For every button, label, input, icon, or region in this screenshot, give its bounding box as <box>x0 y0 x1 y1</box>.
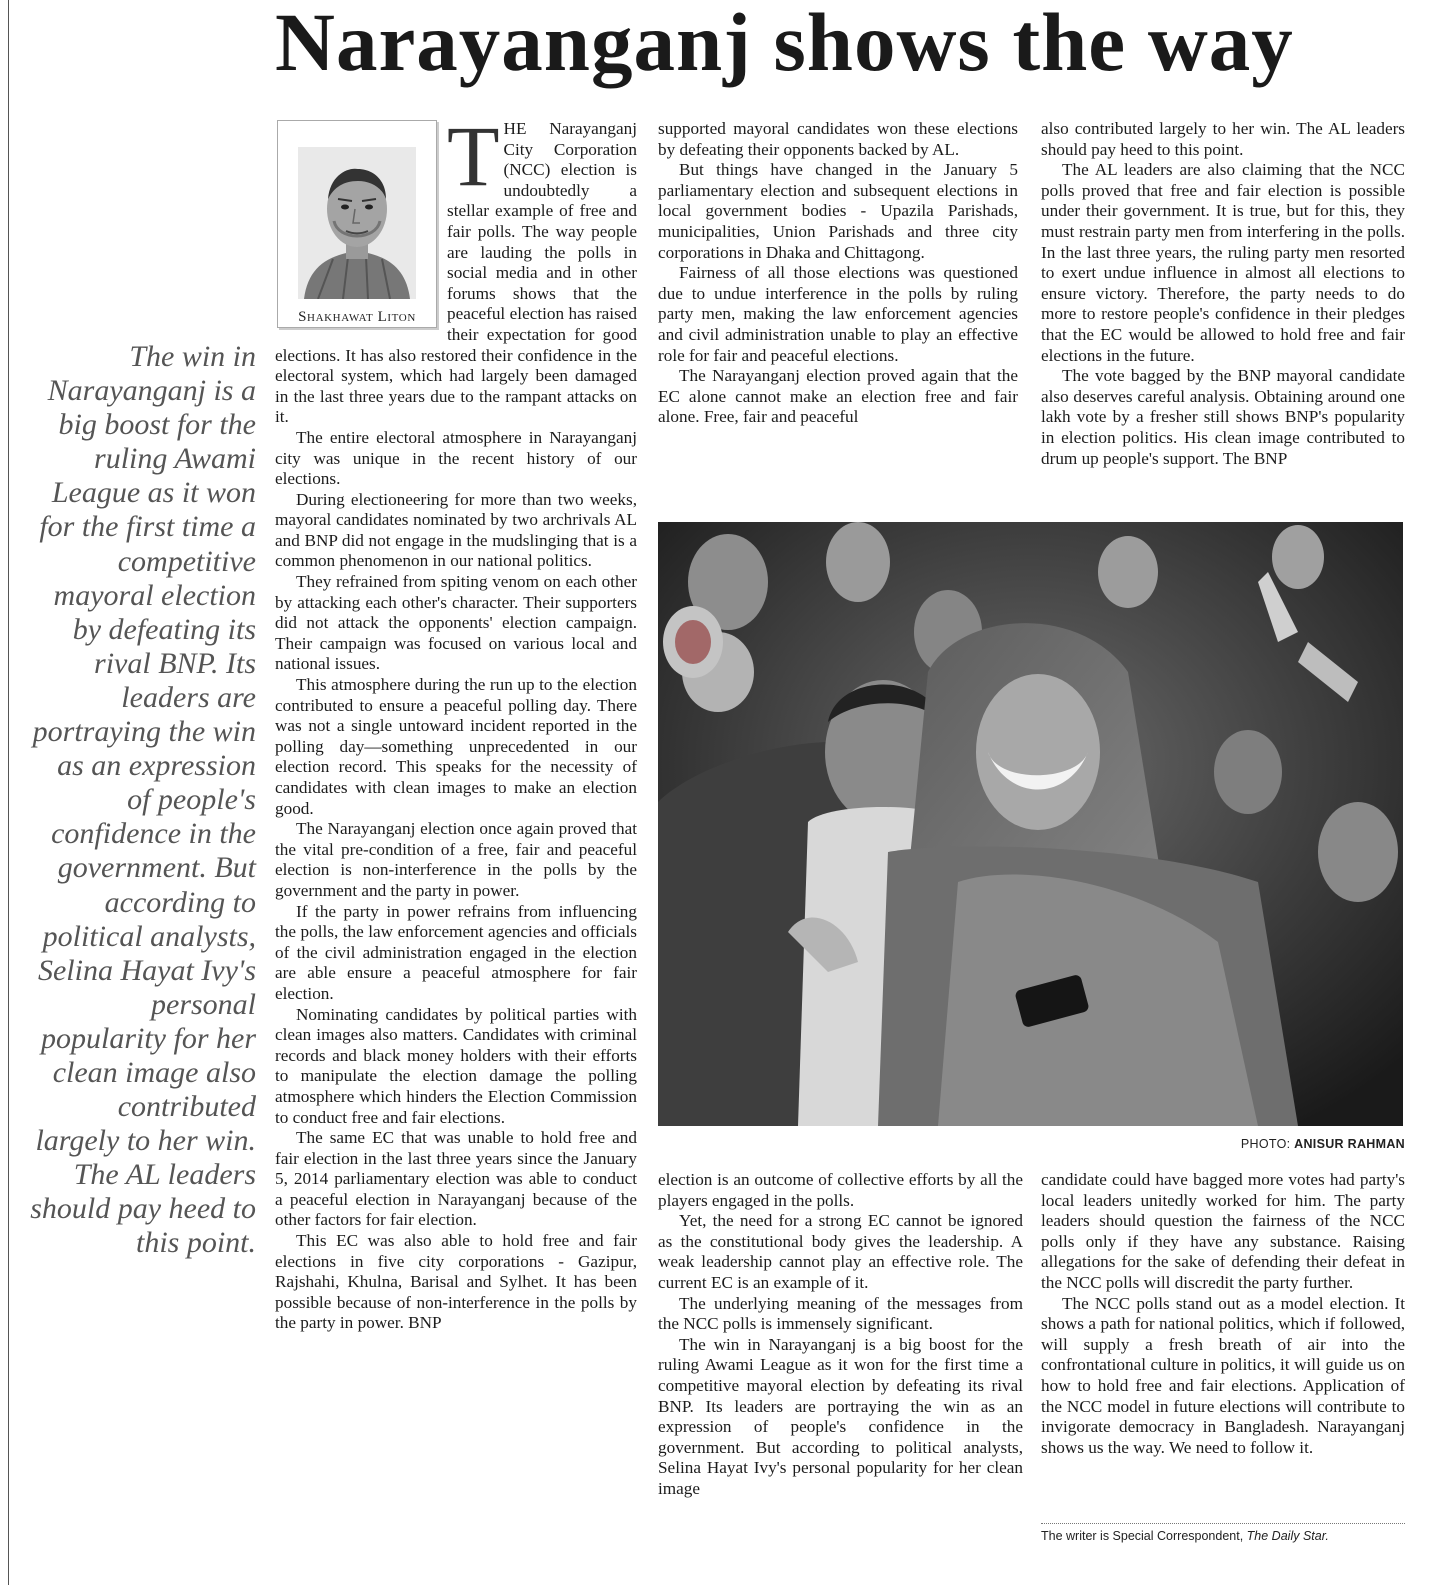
pull-quote: The win in Narayanganj is a big boost for the ruling Awami League as it won for the first time a competitive mayoral election by defeating its rival BNP. Its leaders are portraying the win as an expression of people's confidence in the government. But according to political analysts, Selina Hayat Ivy's personal popularity for her clean image also contributed largely to her win. The AL leaders should pay heed to this point. <box>30 340 256 1260</box>
writer-note-publication: The Daily Star. <box>1246 1529 1329 1543</box>
paragraph: The NCC polls stand out as a model election. It shows a path for national politics, which if followed, will supply a fresh breath of air into the confrontational culture in politics, it will guide us on how to hold free and fair elections. Application of the NCC model in future elections will contribute to invigorate democracy in Bangladesh. Narayanganj shows us the way. We need to follow it. <box>1041 1293 1405 1457</box>
writer-note <box>1041 1529 1329 1543</box>
article-column-3-top <box>1041 119 1405 511</box>
author-byline-box <box>277 120 437 328</box>
paragraph: Nominating candidates by political parties with clean images also matters. Candidates with criminal records and black money holders with their efforts to manipulate the election damage the polling atmosphere which hinders the Election Commission to conduct free and fair elections. <box>275 1004 637 1127</box>
paragraph: The Narayanganj election proved again that the EC alone cannot make an election free and fair alone. Free, fair and peaceful <box>658 366 1018 427</box>
writer-note-divider <box>1041 1523 1405 1524</box>
author-photo <box>298 147 416 299</box>
paragraph: If the party in power refrains from influencing the polls, the law enforcement agencies and officials of the civil administration engaged in the election are able ensure a peaceful atmosphere for fair election. <box>275 901 637 1003</box>
news-photo <box>658 522 1403 1126</box>
paragraph: The underlying meaning of the messages from the NCC polls is immensely significant. <box>658 1293 1023 1334</box>
photo-credit-prefix: PHOTO: <box>1240 1137 1291 1151</box>
paragraph: The Narayanganj election once again proved that the vital pre-condition of a free, fair and peaceful election is non-interference in the polls by the government and the party in power. <box>275 819 637 900</box>
paragraph: They refrained from spiting venom on each other by attacking each other's character. Their supporters did not attack the opponents' election campaign. Their campaign was focused on various local and national issues. <box>275 572 637 674</box>
article-column-3-bottom <box>1041 1170 1405 1515</box>
paragraph: But things have changed in the January 5 parliamentary election and subsequent elections in local government bodies - Upazila Parishads, municipalities, Union Parishads and three city corporations in Dhaka and Chittagong. <box>658 160 1018 262</box>
paragraph: The win in Narayanganj is a big boost for the ruling Awami League as it won for the first time a competitive mayoral election by defeating its rival BNP. Its leaders are portraying the win as an expression of people's confidence in the government. But according to political analysts, Selina Hayat Ivy's personal popularity for her clean image <box>658 1334 1023 1498</box>
article-column-2-top <box>658 119 1018 497</box>
paragraph: The entire electoral atmosphere in Narayanganj city was unique in the recent history of our elections. <box>275 427 637 489</box>
drop-cap: T <box>447 119 500 204</box>
paragraph: election is an outcome of collective efforts by all the players engaged in the polls. <box>658 1170 1023 1210</box>
paragraph: HE Narayanganj City Corporation (NCC) election is undoubtedly a stellar example of free and fair polls. The way people are lauding the polls in social media and in other forums shows that the peaceful election has raised their expectation for good elections. It has also restored their confidence in the electoral system, which had largely been damaged in the last three years due to the rampant attacks on it. <box>275 119 637 427</box>
headline: Narayanganj shows the way <box>275 0 1294 88</box>
paragraph: Fairness of all those elections was questioned due to undue interference in the polls by ruling party men, making the law enforcement agencies and civil administration unable to play an effective role for fair and peaceful elections. <box>658 263 1018 365</box>
paragraph: This EC was also able to hold free and fair elections in five city corporations - Gazipur, Rajshahi, Khulna, Barisal and Sylhet. It has been possible because of non-interference in the polls by the party in power. BNP <box>275 1231 637 1333</box>
paragraph: This atmosphere during the run up to the election contributed to ensure a peaceful polling day. There was not a single untoward incident reported in the polling day—something unprecedented in our election record. This speaks for the necessity of candidates with clean images to make an election good. <box>275 675 637 818</box>
photo-credit-name: ANISUR RAHMAN <box>1294 1137 1405 1151</box>
writer-note-prefix: The writer is Special Correspondent, <box>1041 1529 1244 1543</box>
article-column-1 <box>275 119 637 1579</box>
paragraph: During electioneering for more than two weeks, mayoral candidates nominated by two archrivals AL and BNP did not engage in the mudslinging that is a common phenomenon in our national politics. <box>275 489 637 571</box>
paragraph: also contributed largely to her win. The AL leaders should pay heed to this point. <box>1041 119 1405 159</box>
paragraph: The same EC that was unable to hold free and fair election in the last three years since the January 5, 2014 parliamentary election was able to conduct a peaceful election in Narayanganj because of the other factors for fair election. <box>275 1128 637 1230</box>
paragraph: The AL leaders are also claiming that the NCC polls proved that free and fair election is possible under their government. It is true, but for this, they must restrain party men from interfering in the polls. In the last three years, the ruling party men resorted to exert undue influence in almost all elections to ensure victory. Therefore, the party needs to do more to restore people's confidence in their pledges that the EC would be allowed to hold free and fair elections in the future. <box>1041 160 1405 365</box>
author-name: Shakhawat Liton <box>298 309 416 325</box>
paragraph: The vote bagged by the BNP mayoral candidate also deserves careful analysis. Obtaining around one lakh vote by a fresher still shows BNP's popularity in election politics. His clean image contributed to drum up people's support. The BNP <box>1041 366 1405 468</box>
photo-credit <box>1241 1137 1405 1151</box>
article-column-2-bottom <box>658 1170 1023 1580</box>
page-border <box>8 0 9 1585</box>
paragraph: supported mayoral candidates won these elections by defeating their opponents backed by AL. <box>658 119 1018 159</box>
paragraph: candidate could have bagged more votes had party's local leaders unitedly worked for him. The party leaders should question the fairness of the NCC polls only if they have any substance. Raising allegations for the sake of defending their defeat in the NCC polls will discredit the party further. <box>1041 1170 1405 1292</box>
paragraph: Yet, the need for a strong EC cannot be ignored as the constitutional body gives the leadership. A weak leadership cannot play an effective role. The current EC is an example of it. <box>658 1211 1023 1292</box>
